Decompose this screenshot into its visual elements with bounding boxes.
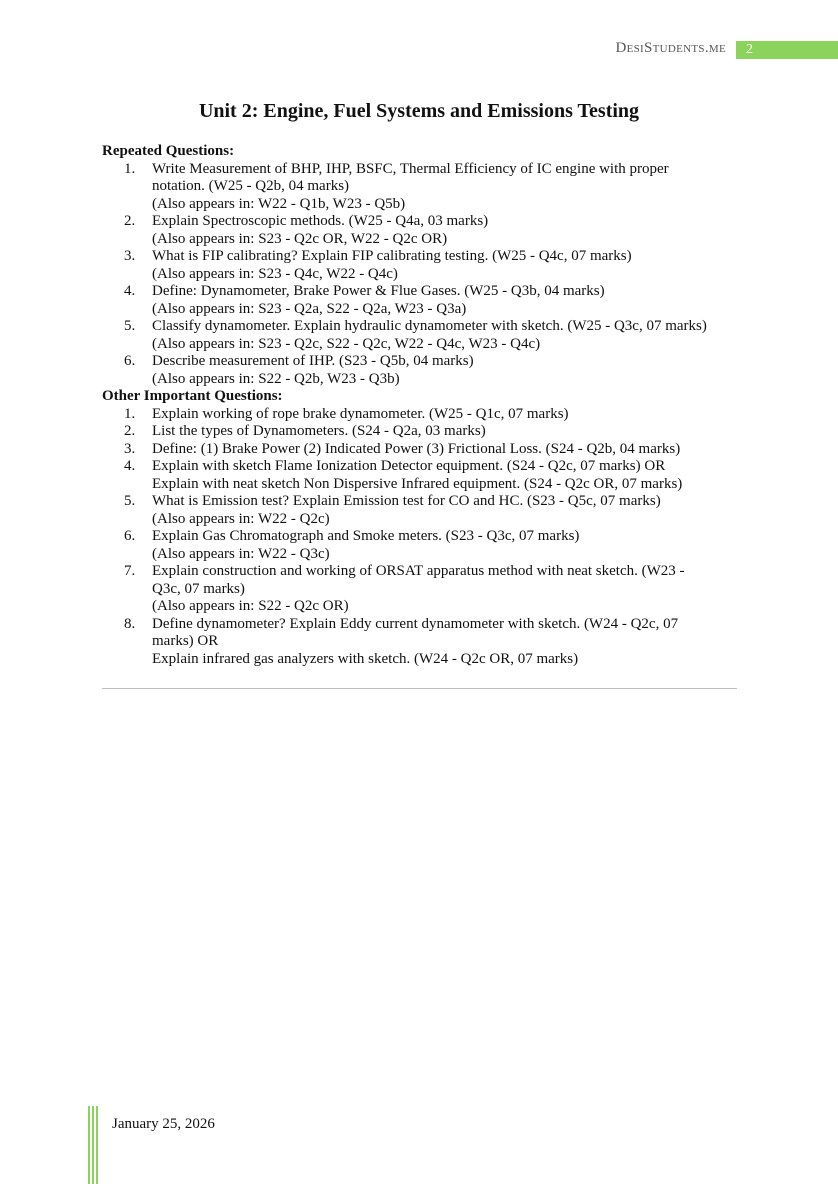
question-number: 1. bbox=[124, 160, 136, 177]
question-item bbox=[102, 563, 742, 616]
page-number-badge: 2 bbox=[736, 41, 838, 59]
question-text-line: Explain working of rope brake dynamometer. (W25 - Q1c, 07 marks) bbox=[152, 405, 569, 422]
question-number: 1. bbox=[124, 405, 136, 422]
question-item bbox=[102, 616, 742, 669]
question-item bbox=[102, 406, 742, 424]
question-text-line: (Also appears in: S23 - Q2c, S22 - Q2c, W22 - Q4c, W23 - Q4c) bbox=[152, 335, 541, 352]
question-content bbox=[102, 143, 742, 668]
question-text-line: Define: (1) Brake Power (2) Indicated Power (3) Frictional Loss. (S24 - Q2b, 04 marks) bbox=[152, 440, 681, 457]
question-number: 5. bbox=[124, 318, 136, 334]
question-text-line: (Also appears in: S23 - Q4c, W22 - Q4c) bbox=[152, 265, 398, 282]
question-text-line: marks) OR bbox=[152, 633, 219, 649]
question-number: 6. bbox=[124, 353, 136, 369]
question-number: 7. bbox=[124, 563, 136, 579]
repeated-questions-list bbox=[102, 161, 742, 389]
question-item bbox=[102, 161, 742, 214]
question-text-line: Explain with sketch Flame Ionization Detector equipment. (S24 - Q2c, 07 marks) OR bbox=[152, 458, 666, 474]
question-text-line: Define dynamometer? Explain Eddy current dynamometer with sketch. (W24 - Q2c, 07 bbox=[152, 615, 679, 632]
question-text-line: Explain Gas Chromatograph and Smoke meters. (S23 - Q3c, 07 marks) bbox=[152, 528, 580, 544]
question-number: 2. bbox=[124, 213, 136, 229]
question-item bbox=[102, 318, 742, 353]
footer-accent-bars bbox=[88, 1106, 100, 1184]
question-text-line: (Also appears in: S22 - Q2c OR) bbox=[152, 598, 349, 614]
question-item bbox=[102, 528, 742, 563]
question-text-line: Explain with neat sketch Non Dispersive Infrared equipment. (S24 - Q2c OR, 07 marks) bbox=[152, 475, 683, 492]
question-text-line: List the types of Dynamometers. (S24 - Q2a, 03 marks) bbox=[152, 423, 486, 439]
section-divider bbox=[102, 688, 737, 689]
question-number: 6. bbox=[124, 528, 136, 544]
question-text-line: (Also appears in: W22 - Q1b, W23 - Q5b) bbox=[152, 195, 406, 212]
question-item bbox=[102, 283, 742, 318]
question-number: 2. bbox=[124, 423, 136, 439]
question-number: 3. bbox=[124, 248, 136, 264]
question-item bbox=[102, 441, 742, 459]
question-text-line: (Also appears in: S23 - Q2c OR, W22 - Q2c OR) bbox=[152, 230, 448, 247]
question-text-line: Classify dynamometer. Explain hydraulic dynamometer with sketch. (W25 - Q3c, 07 marks) bbox=[152, 318, 707, 334]
question-number: 8. bbox=[124, 615, 136, 632]
question-text-line: Define: Dynamometer, Brake Power & Flue Gases. (W25 - Q3b, 04 marks) bbox=[152, 283, 605, 299]
site-name: DesiStudents.me bbox=[615, 40, 726, 56]
question-text-line: (Also appears in: S23 - Q2a, S22 - Q2a, W23 - Q3a) bbox=[152, 300, 467, 317]
other-questions-heading: Other Important Questions: bbox=[102, 388, 283, 404]
question-text-line: Explain construction and working of ORSAT apparatus method with neat sketch. (W23 - bbox=[152, 563, 685, 579]
question-text-line: Explain Spectroscopic methods. (W25 - Q4a, 03 marks) bbox=[152, 213, 489, 229]
question-item bbox=[102, 213, 742, 248]
question-text-line: Describe measurement of IHP. (S23 - Q5b, 04 marks) bbox=[152, 353, 474, 369]
question-item bbox=[102, 423, 742, 441]
question-text-line: (Also appears in: S22 - Q2b, W23 - Q3b) bbox=[152, 370, 400, 387]
question-text-line: Write Measurement of BHP, IHP, BSFC, Thermal Efficiency of IC engine with proper bbox=[152, 160, 669, 177]
question-item bbox=[102, 353, 742, 388]
footer-date: January 25, 2026 bbox=[112, 1116, 215, 1132]
question-text-line: notation. (W25 - Q2b, 04 marks) bbox=[152, 178, 350, 194]
question-text-line: Explain infrared gas analyzers with sketch. (W24 - Q2c OR, 07 marks) bbox=[152, 650, 579, 667]
page-title: Unit 2: Engine, Fuel Systems and Emissions Testing bbox=[198, 100, 640, 122]
question-item bbox=[102, 458, 742, 493]
question-number: 4. bbox=[124, 283, 136, 299]
question-number: 3. bbox=[124, 440, 136, 457]
question-number: 4. bbox=[124, 458, 136, 474]
question-number: 5. bbox=[124, 493, 136, 509]
question-item bbox=[102, 248, 742, 283]
question-item bbox=[102, 493, 742, 528]
question-text-line: What is FIP calibrating? Explain FIP calibrating testing. (W25 - Q4c, 07 marks) bbox=[152, 248, 632, 264]
question-text-line: (Also appears in: W22 - Q2c) bbox=[152, 510, 330, 527]
question-text-line: (Also appears in: W22 - Q3c) bbox=[152, 545, 330, 562]
other-questions-list bbox=[102, 406, 742, 669]
repeated-questions-heading: Repeated Questions: bbox=[102, 143, 235, 159]
question-text-line: Q3c, 07 marks) bbox=[152, 580, 245, 597]
question-text-line: What is Emission test? Explain Emission test for CO and HC. (S23 - Q5c, 07 marks) bbox=[152, 493, 661, 509]
